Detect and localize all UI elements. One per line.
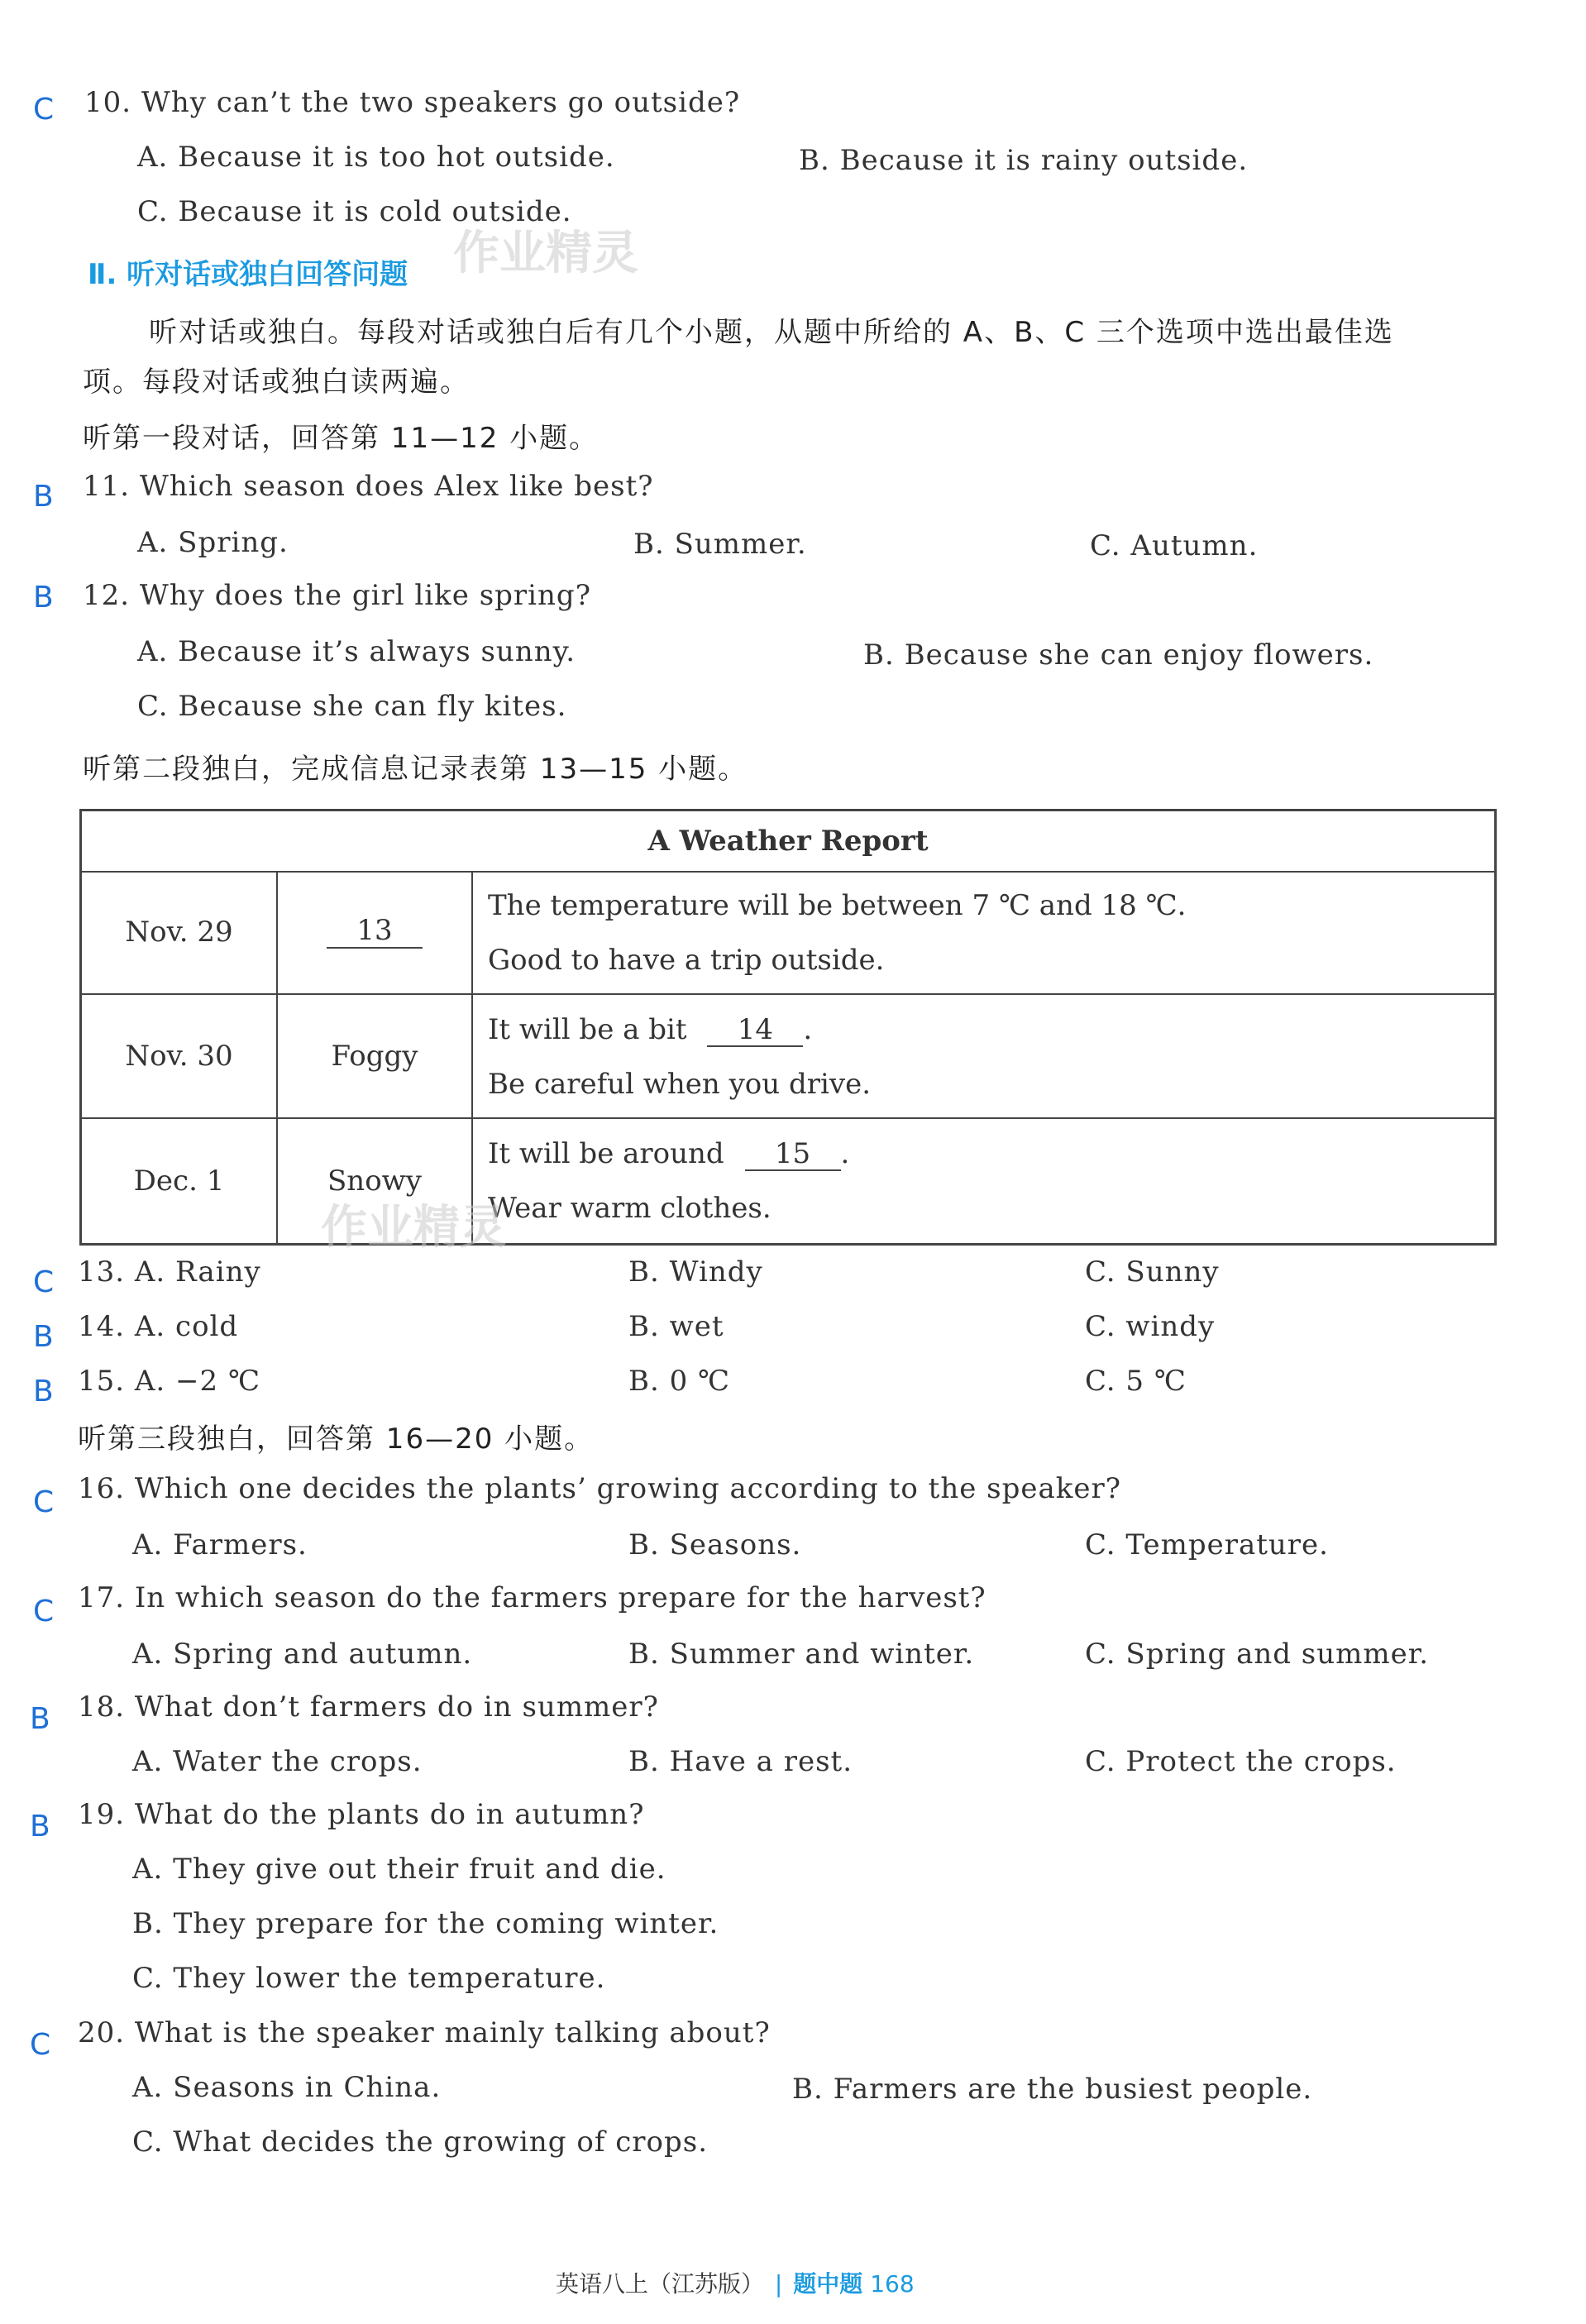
question-text: 10. Why can’t the two speakers go outside? [84, 86, 741, 119]
detail-text: It will be a bit [488, 1013, 687, 1046]
watermark: 作业精灵 [321, 1201, 506, 1255]
answer-blank: 13 [327, 916, 423, 948]
option-a: 13. A. Rainy [78, 1255, 261, 1289]
option-c: C. Temperature. [1085, 1528, 1329, 1561]
option-b: B. Summer and winter. [628, 1638, 975, 1671]
answer-mark: B [33, 480, 54, 514]
answer-mark: C [33, 1265, 55, 1299]
option-b: B. Because she can enjoy flowers. [863, 638, 1374, 672]
option-b: B. Have a rest. [628, 1745, 853, 1778]
option-b: B. They prepare for the coming winter. [132, 1907, 719, 1940]
monologue-intro: 听第三段独白，回答第 16—20 小题。 [78, 1423, 595, 1456]
detail-cell [473, 1119, 1494, 1243]
option-b: B. Farmers are the busiest people. [792, 2073, 1313, 2106]
page-number: 168 [870, 2270, 915, 2298]
answer-mark: C [30, 2028, 51, 2062]
question-text: 17. In which season do the farmers prepare for the harvest? [78, 1581, 986, 1614]
table-title: A Weather Report [82, 811, 1494, 873]
option-b: B. Because it is rainy outside. [799, 144, 1249, 177]
detail-cell [473, 995, 1494, 1117]
question-text: 11. Which season does Alex like best? [83, 470, 654, 503]
detail-text: . [803, 1013, 813, 1046]
option-c: C. Because she can fly kites. [137, 690, 567, 723]
option-a: A. They give out their fruit and die. [132, 1853, 666, 1886]
detail-line [488, 1137, 849, 1171]
answer-mark: B [33, 1320, 54, 1354]
detail-line [488, 1013, 812, 1047]
question-text: 16. Which one decides the plants’ growing according to the speaker? [78, 1472, 1121, 1505]
option-b: B. Seasons. [628, 1528, 802, 1561]
option-a: A. Seasons in China. [132, 2071, 442, 2104]
option-c: C. What decides the growing of crops. [132, 2126, 709, 2159]
option-b: B. Windy [628, 1255, 763, 1289]
series-name: 题中题 [793, 2270, 863, 2298]
detail-cell [473, 871, 1494, 993]
detail-text: It will be around [488, 1137, 724, 1170]
detail-line: Be careful when you drive. [488, 1068, 872, 1101]
detail-line: Wear warm clothes. [488, 1192, 772, 1225]
detail-text: . [840, 1137, 850, 1170]
answer-blank: 14 [707, 1015, 803, 1047]
answer-mark: C [33, 93, 55, 127]
option-a: A. Spring. [137, 526, 289, 559]
section-title: Ⅱ. 听对话或独白回答问题 [88, 258, 408, 291]
question-text: 18. What don’t farmers do in summer? [78, 1690, 659, 1724]
option-c: C. Spring and summer. [1085, 1638, 1430, 1671]
monologue-intro: 听第二段独白，完成信息记录表第 13—15 小题。 [83, 753, 748, 786]
detail-line: The temperature will be between 7 ℃ and 18 ℃. [488, 889, 1187, 922]
date-cell: Nov. 29 [82, 871, 278, 993]
weather-cell [278, 871, 473, 993]
question-text: 20. What is the speaker mainly talking about? [78, 2016, 771, 2049]
table-row [82, 871, 1494, 995]
section-intro: 听对话或独白。每段对话或独白后有几个小题，从题中所给的 A、B、C 三个选项中选出最佳选 [149, 316, 1394, 349]
answer-mark: C [33, 1485, 55, 1519]
option-b: B. 0 ℃ [628, 1365, 731, 1398]
option-c: C. Sunny [1085, 1255, 1220, 1289]
page-footer [556, 2266, 915, 2299]
weather-cell: Snowy [278, 1119, 473, 1243]
dialog-intro: 听第一段对话，回答第 11—12 小题。 [83, 422, 600, 455]
option-a: A. Water the crops. [132, 1745, 423, 1778]
option-c: C. Protect the crops. [1085, 1745, 1397, 1778]
option-c: C. windy [1085, 1310, 1216, 1343]
answer-mark: B [33, 1375, 54, 1408]
table-row [82, 1119, 1494, 1243]
option-c: C. Because it is cold outside. [137, 195, 572, 228]
answer-mark: C [33, 1595, 55, 1628]
answer-mark: B [30, 1810, 50, 1843]
option-a: A. Spring and autumn. [132, 1638, 473, 1671]
option-b: B. wet [628, 1310, 724, 1343]
date-cell: Nov. 30 [82, 995, 278, 1117]
option-a: 15. A. −2 ℃ [78, 1365, 261, 1398]
watermark: 作业精灵 [453, 227, 638, 280]
book-title: 英语八上（江苏版） [556, 2270, 765, 2298]
weather-report-table [79, 809, 1497, 1246]
question-text: 12. Why does the girl like spring? [83, 579, 591, 612]
question-text: 19. What do the plants do in autumn? [78, 1798, 645, 1831]
option-b: B. Summer. [633, 528, 807, 561]
option-a: A. Farmers. [132, 1528, 308, 1561]
detail-line: Good to have a trip outside. [488, 944, 885, 977]
answer-mark: B [33, 581, 54, 614]
option-c: C. Autumn. [1090, 529, 1259, 562]
table-row [82, 995, 1494, 1119]
weather-cell: Foggy [278, 995, 473, 1117]
option-c: C. 5 ℃ [1085, 1365, 1187, 1398]
footer-separator: | [774, 2270, 783, 2298]
option-a: 14. A. cold [78, 1310, 239, 1343]
option-c: C. They lower the temperature. [132, 1962, 606, 1995]
answer-blank: 15 [745, 1139, 841, 1171]
answer-mark: B [30, 1702, 50, 1736]
date-cell: Dec. 1 [82, 1119, 278, 1243]
option-a: A. Because it’s always sunny. [137, 635, 576, 668]
section-intro-cont: 项。每段对话或独白读两遍。 [83, 366, 470, 399]
option-a: A. Because it is too hot outside. [137, 141, 615, 174]
